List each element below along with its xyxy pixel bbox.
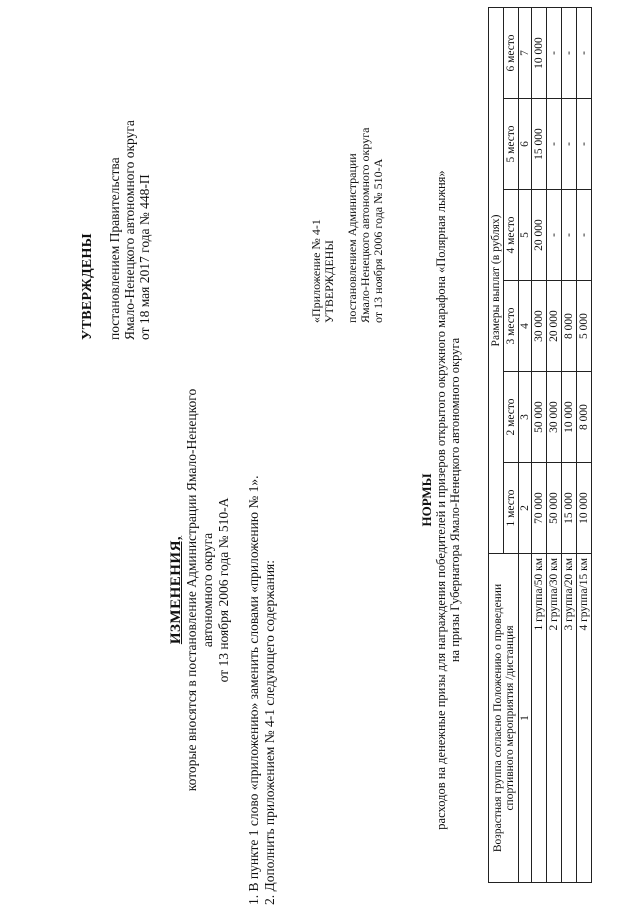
table-cell: -	[547, 99, 562, 190]
table-header-row	[489, 8, 504, 883]
table-cell: 5 000	[577, 281, 592, 372]
approval-line: постановлением Правительства	[107, 157, 122, 340]
appendix-line: Ямало-Ненецкого автономного округа	[358, 127, 372, 323]
table-header-cell: 4 место	[504, 190, 519, 281]
table-cell: 50 000	[547, 463, 562, 554]
table-cell: 50 000	[532, 372, 547, 463]
table-header-cell: 1 место	[504, 463, 519, 554]
table-row	[547, 8, 562, 883]
table-number-row	[519, 8, 532, 883]
table-cell: -	[562, 99, 577, 190]
table-group-header: Размеры выплат (в рублях)	[489, 8, 504, 554]
table-cell: 70 000	[532, 463, 547, 554]
table-header-cell: 2 место	[504, 372, 519, 463]
table-cell: 2	[519, 463, 532, 554]
amendment-items	[246, 305, 278, 905]
table-cell: 15 000	[562, 463, 577, 554]
table-cell: 8 000	[577, 372, 592, 463]
approval-stamp-main	[80, 20, 152, 340]
table-cell: -	[577, 190, 592, 281]
table-cell: -	[562, 190, 577, 281]
table-cell: 7	[519, 8, 532, 99]
table-cell: 20 000	[532, 190, 547, 281]
amendment-item: 1. В пункте 1 слово «приложению» заменить словами «приложению № 1».	[246, 475, 261, 905]
table-cell: 30 000	[547, 372, 562, 463]
table-cell: -	[577, 8, 592, 99]
table-cell: 30 000	[532, 281, 547, 372]
appendix-line: постановлением Администрации	[345, 153, 359, 323]
title-line: которые вносятся в постановление Администрации Ямало-Ненецкого автономного округа	[184, 388, 215, 792]
table-row	[562, 8, 577, 883]
approval-heading: УТВЕРЖДЕНЫ	[80, 233, 95, 340]
title-line: от 13 ноября 2006 года № 510-А	[216, 497, 231, 683]
table-cell: 5	[519, 190, 532, 281]
table-cell: -	[577, 99, 592, 190]
table-cell: 10 000	[577, 463, 592, 554]
table-cell: 8 000	[562, 281, 577, 372]
appendix-line: от 13 ноября 2006 года № 510-А	[371, 158, 385, 323]
table-cell: -	[562, 8, 577, 99]
norms-heading: НОРМЫ	[419, 473, 434, 527]
table-header-cell: Возрастная группа согласно Положению о проведении спортивного мероприятия /дистанция	[489, 554, 519, 883]
appendix-approved: УТВЕРЖДЕНЫ	[322, 240, 336, 323]
table-row-label: 4 группа/15 км	[577, 554, 592, 883]
table-row-label: 1 группа/50 км	[532, 554, 547, 883]
table-header-cell: 6 место	[504, 8, 519, 99]
table-cell: 10 000	[532, 8, 547, 99]
title-heading: ИЗМЕНЕНИЯ,	[168, 535, 184, 645]
table-cell: 15 000	[532, 99, 547, 190]
appendix-number: «Приложение № 4-1	[309, 219, 323, 323]
table-cell: 20 000	[547, 281, 562, 372]
table-row	[577, 8, 592, 883]
table-cell: -	[547, 8, 562, 99]
table-row-label: 3 группа/20 км	[562, 554, 577, 883]
table-cell: 3	[519, 372, 532, 463]
table-header-cell: 3 место	[504, 281, 519, 372]
norms-line: расходов на денежные призы для награждения победителей и призеров открытого окружного марафона «Полярная лыжня»	[434, 170, 448, 830]
table-cell: 1	[519, 554, 532, 883]
table-row-label: 2 группа/30 км	[547, 554, 562, 883]
table-cell: 6	[519, 99, 532, 190]
table-cell: -	[547, 190, 562, 281]
document-title	[168, 365, 232, 815]
appendix-stamp	[310, 23, 385, 323]
table-header-cell: 5 место	[504, 99, 519, 190]
table-cell: 10 000	[562, 372, 577, 463]
approval-line: от 18 мая 2017 года № 448-П	[137, 174, 152, 340]
prize-table	[488, 7, 592, 883]
norms-line: на призы Губернатора Ямало-Ненецкого автономного округа	[448, 337, 462, 663]
norms-title	[420, 150, 462, 850]
table-row	[532, 8, 547, 883]
table-cell: 4	[519, 281, 532, 372]
amendment-item: 2. Дополнить приложением № 4-1 следующего содержания:	[262, 559, 277, 905]
approval-line: Ямало-Ненецкого автономного округа	[122, 120, 137, 340]
